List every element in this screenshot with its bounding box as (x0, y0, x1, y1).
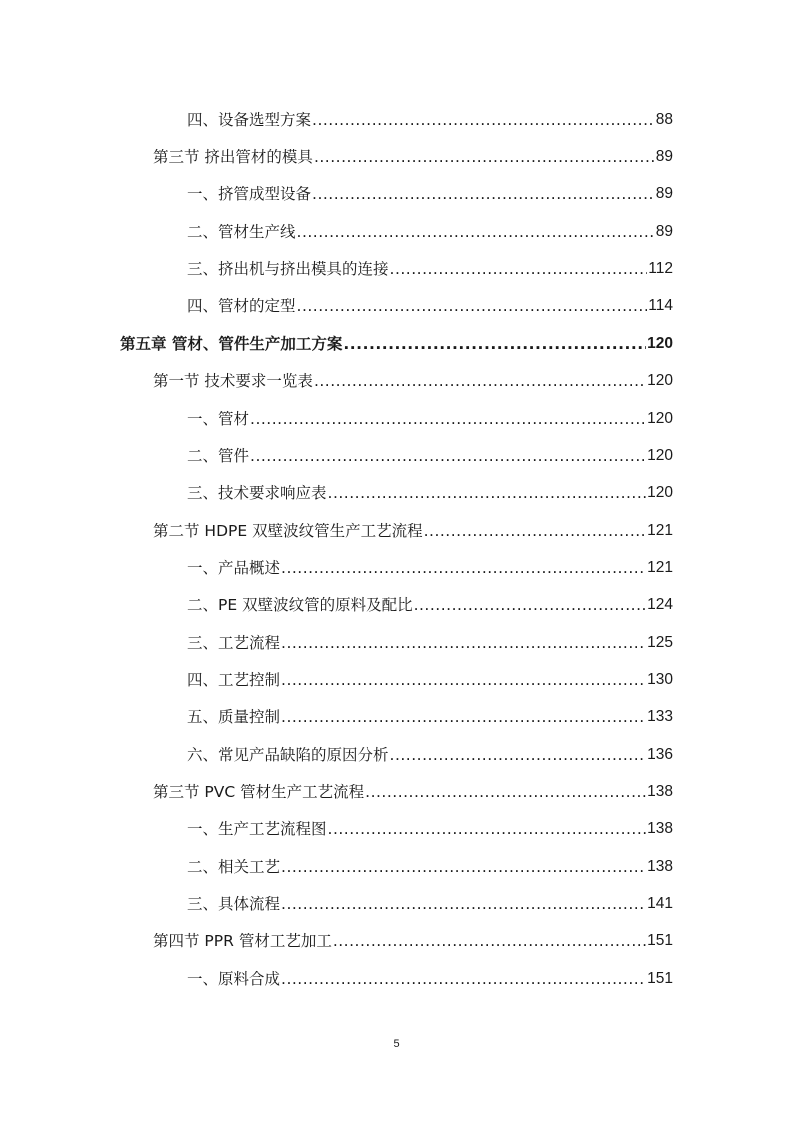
toc-entry-page: 114 (648, 297, 673, 314)
toc-entry-title: 第二节 HDPE 双壁波纹管生产工艺流程 (153, 522, 423, 540)
toc-entry-title: 第四节 PPR 管材工艺加工 (153, 932, 332, 950)
toc-entry[interactable] (0, 556, 673, 580)
toc-entry-title: 第三节 挤出管材的模具 (153, 148, 313, 166)
toc-entry[interactable] (0, 220, 673, 244)
toc-entry-page: 138 (647, 858, 673, 875)
dot-leader (281, 855, 646, 879)
toc-entry-title: 一、生产工艺流程图 (187, 820, 327, 838)
toc-entry-page: 89 (655, 223, 673, 240)
toc-entry-title: 一、产品概述 (187, 559, 281, 577)
toc-entry-title: 第一节 技术要求一览表 (153, 372, 313, 390)
toc-entry-page: 125 (647, 634, 673, 651)
toc-entry-title: 二、PE 双壁波纹管的原料及配比 (187, 596, 413, 614)
toc-entry-page: 121 (647, 522, 673, 539)
toc-entry-page: 89 (655, 185, 673, 202)
toc-entry-page: 151 (647, 970, 673, 987)
toc-chapter-entry[interactable] (0, 332, 673, 356)
dot-leader (281, 668, 646, 692)
toc-entry[interactable] (0, 145, 673, 169)
dot-leader (314, 145, 655, 169)
toc-entry-page: 124 (647, 596, 673, 613)
dot-leader (281, 705, 646, 729)
dot-leader (250, 444, 646, 468)
page-number: 5 (393, 1038, 400, 1050)
toc-entry-page: 120 (647, 447, 673, 464)
toc-entry-title: 四、管材的定型 (187, 297, 296, 315)
toc-entry[interactable] (0, 892, 673, 916)
toc-entry[interactable] (0, 631, 673, 655)
toc-entry-title: 一、挤管成型设备 (187, 185, 312, 203)
toc-entry[interactable] (0, 855, 673, 879)
toc-entry-page: 130 (647, 671, 673, 688)
dot-leader (281, 631, 646, 655)
dot-leader (390, 257, 648, 281)
toc-entry-page: 141 (647, 895, 673, 912)
toc-entry-page: 138 (647, 783, 673, 800)
dot-leader (333, 929, 646, 953)
toc-entry[interactable] (0, 294, 673, 318)
toc-entry-title: 三、具体流程 (187, 895, 281, 913)
toc-entry-page: 120 (647, 484, 673, 501)
dot-leader (424, 519, 647, 543)
toc-entry[interactable] (0, 257, 673, 281)
toc-entry[interactable] (0, 668, 673, 692)
dot-leader (281, 556, 646, 580)
toc-entry-title: 二、相关工艺 (187, 858, 281, 876)
dot-leader (297, 294, 648, 318)
toc-entry-title: 三、挤出机与挤出模具的连接 (187, 260, 389, 278)
toc-entry[interactable] (0, 967, 673, 991)
toc-entry-page: 89 (655, 148, 673, 165)
toc-entry-title: 六、常见产品缺陷的原因分析 (187, 746, 389, 764)
toc-entry-title: 四、设备选型方案 (187, 111, 312, 129)
toc-entry-page: 120 (647, 410, 673, 427)
toc-entry-title: 二、管件 (187, 447, 250, 465)
dot-leader (314, 369, 646, 393)
toc-entry[interactable] (0, 369, 673, 393)
toc-entry-page: 121 (647, 559, 673, 576)
toc-entry-page: 120 (647, 335, 673, 352)
toc-entry[interactable] (0, 407, 673, 431)
dot-leader (281, 967, 646, 991)
dot-leader (343, 332, 646, 356)
toc-entry-page: 136 (647, 746, 673, 763)
toc-entry[interactable] (0, 481, 673, 505)
dot-leader (281, 892, 646, 916)
toc-entry[interactable] (0, 444, 673, 468)
dot-leader (328, 481, 647, 505)
toc-entry-title: 三、技术要求响应表 (187, 484, 327, 502)
toc-entry-title: 三、工艺流程 (187, 634, 281, 652)
toc-entry-title: 一、管材 (187, 410, 250, 428)
dot-leader (365, 780, 646, 804)
toc-entry-title: 第三节 PVC 管材生产工艺流程 (153, 783, 365, 801)
toc-entry[interactable] (0, 743, 673, 767)
toc-entry-title: 五、质量控制 (187, 708, 281, 726)
toc-entry-title: 四、工艺控制 (187, 671, 281, 689)
toc-entry-title: 第五章 管材、管件生产加工方案 (120, 335, 343, 353)
toc-entry-title: 二、管材生产线 (187, 223, 296, 241)
dot-leader (297, 220, 655, 244)
toc-entry[interactable] (0, 780, 673, 804)
toc-entry[interactable] (0, 705, 673, 729)
toc-entry[interactable] (0, 108, 673, 132)
toc-entry[interactable] (0, 182, 673, 206)
toc-entry-page: 88 (655, 111, 673, 128)
toc-entry[interactable] (0, 929, 673, 953)
dot-leader (328, 817, 647, 841)
toc-entry-page: 120 (647, 372, 673, 389)
toc-entry[interactable] (0, 593, 673, 617)
toc-entry-page: 151 (647, 932, 673, 949)
toc-entry-title: 一、原料合成 (187, 970, 281, 988)
toc-entry-page: 138 (647, 820, 673, 837)
toc-entry-page: 112 (648, 260, 673, 277)
toc-entry[interactable] (0, 519, 673, 543)
dot-leader (312, 182, 655, 206)
dot-leader (414, 593, 647, 617)
dot-leader (250, 407, 646, 431)
dot-leader (390, 743, 647, 767)
toc-entry[interactable] (0, 817, 673, 841)
dot-leader (312, 108, 655, 132)
toc-entry-page: 133 (647, 708, 673, 725)
